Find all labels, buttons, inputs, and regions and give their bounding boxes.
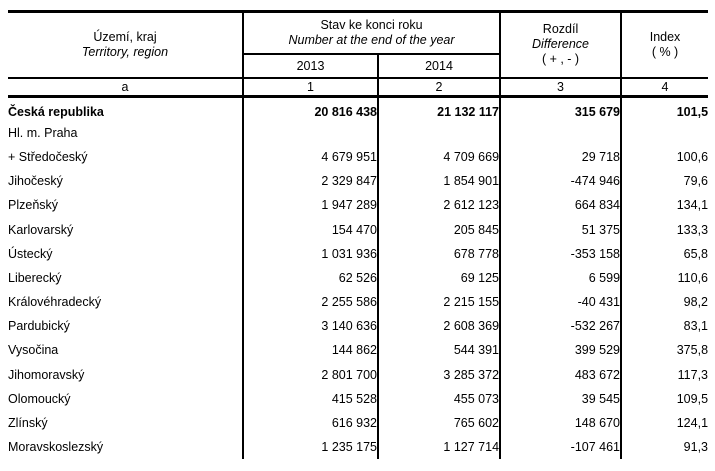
region-name: Olomoucký	[8, 391, 71, 406]
value-difference: 399 529	[500, 338, 621, 362]
value-difference: 483 672	[500, 363, 621, 387]
col-header-difference-sign: ( + , - )	[541, 52, 580, 67]
value-2013: 144 862	[243, 338, 378, 362]
value-2014: 205 845	[378, 217, 500, 241]
col-header-stock	[243, 12, 500, 54]
regions-statistics-table	[8, 10, 708, 459]
value-index: 375,8	[621, 338, 708, 362]
column-key-a: a	[8, 78, 243, 97]
value-index: 83,1	[621, 314, 708, 338]
table-row	[8, 290, 708, 314]
table-row	[8, 435, 708, 459]
region-name: Hl. m. Praha	[8, 125, 78, 140]
table-row	[8, 217, 708, 241]
value-2013: 2 255 586	[243, 290, 378, 314]
value-difference: 39 545	[500, 387, 621, 411]
header-row-main	[8, 12, 708, 54]
value-2013: 616 932	[243, 411, 378, 435]
value-2014: 2 608 369	[378, 314, 500, 338]
value-2013: 2 329 847	[243, 169, 378, 193]
header-row-column-keys	[8, 78, 708, 97]
region-name: Jihočeský	[8, 174, 63, 189]
table-row	[8, 121, 708, 145]
value-2013: 415 528	[243, 387, 378, 411]
value-difference: -40 431	[500, 290, 621, 314]
region-name: Ústecký	[8, 246, 53, 261]
value-difference: -532 267	[500, 314, 621, 338]
value-2013: 154 470	[243, 217, 378, 241]
region-name: Zlínský	[8, 416, 48, 431]
column-key-1: 1	[243, 78, 378, 97]
value-2014: 1 854 901	[378, 169, 500, 193]
value-2013: 2 801 700	[243, 363, 378, 387]
region-name: Karlovarský	[8, 222, 74, 237]
col-header-index	[621, 12, 708, 78]
value-index: 124,1	[621, 411, 708, 435]
value-index: 98,2	[621, 290, 708, 314]
value-difference: -474 946	[500, 169, 621, 193]
value-2013: 62 526	[243, 266, 378, 290]
table-row	[8, 338, 708, 362]
value-index: 134,1	[621, 193, 708, 217]
value-2014: 455 073	[378, 387, 500, 411]
value-2014: 765 602	[378, 411, 500, 435]
col-header-territory	[8, 12, 243, 78]
value-index: 79,6	[621, 169, 708, 193]
value-2014: 1 127 714	[378, 435, 500, 459]
value-difference: -353 158	[500, 242, 621, 266]
value-index: 91,3	[621, 435, 708, 459]
value-index: 109,5	[621, 387, 708, 411]
value-2014: 2 612 123	[378, 193, 500, 217]
value-difference: 29 718	[500, 145, 621, 169]
value-2014: 2 215 155	[378, 290, 500, 314]
value-2014: 678 778	[378, 242, 500, 266]
table-row	[8, 145, 708, 169]
value-2013: 1 031 936	[243, 242, 378, 266]
value-difference	[500, 121, 621, 145]
value-difference: 6 599	[500, 266, 621, 290]
value-index: 133,3	[621, 217, 708, 241]
region-name: Královéhradecký	[8, 295, 102, 310]
value-difference: 148 670	[500, 411, 621, 435]
value-2014: 4 709 669	[378, 145, 500, 169]
value-difference: -107 461	[500, 435, 621, 459]
col-header-stock-en: Number at the end of the year	[288, 32, 455, 47]
value-2013: 4 679 951	[243, 145, 378, 169]
table-row	[8, 169, 708, 193]
col-header-2014: 2014	[378, 54, 500, 78]
value-difference: 315 679	[500, 97, 621, 121]
table-row	[8, 266, 708, 290]
col-header-territory-cs: Území, kraj	[93, 29, 157, 44]
column-key-4: 4	[621, 78, 708, 97]
col-header-stock-cs: Stav ke konci roku	[320, 17, 423, 32]
value-2014: 3 285 372	[378, 363, 500, 387]
region-name: Vysočina	[8, 343, 59, 358]
value-2014: 69 125	[378, 266, 500, 290]
col-header-2013: 2013	[243, 54, 378, 78]
value-2013	[243, 121, 378, 145]
value-index: 100,6	[621, 145, 708, 169]
value-difference: 664 834	[500, 193, 621, 217]
value-index	[621, 121, 708, 145]
value-2013: 1 235 175	[243, 435, 378, 459]
value-difference: 51 375	[500, 217, 621, 241]
region-name: + Středočeský	[8, 149, 88, 164]
col-header-index-label: Index	[649, 29, 681, 44]
table-row	[8, 193, 708, 217]
table-row-total	[8, 97, 708, 121]
value-2013: 3 140 636	[243, 314, 378, 338]
region-name: Moravskoslezský	[8, 440, 104, 455]
column-key-3: 3	[500, 78, 621, 97]
region-name: Pardubický	[8, 319, 70, 334]
value-index: 110,6	[621, 266, 708, 290]
col-header-difference-en: Difference	[532, 37, 589, 52]
value-2013: 1 947 289	[243, 193, 378, 217]
table-row	[8, 314, 708, 338]
col-header-difference	[500, 12, 621, 78]
column-key-2: 2	[378, 78, 500, 97]
value-2013: 20 816 438	[243, 97, 378, 121]
value-index: 65,8	[621, 242, 708, 266]
value-2014: 544 391	[378, 338, 500, 362]
value-2014	[378, 121, 500, 145]
region-name: Česká republika	[8, 104, 104, 119]
col-header-territory-en: Territory, region	[81, 44, 169, 59]
value-index: 117,3	[621, 363, 708, 387]
table-row	[8, 411, 708, 435]
region-name: Jihomoravský	[8, 367, 85, 382]
region-name: Liberecký	[8, 270, 62, 285]
value-2014: 21 132 117	[378, 97, 500, 121]
table-row	[8, 363, 708, 387]
col-header-index-unit: ( % )	[651, 44, 679, 59]
table-row	[8, 242, 708, 266]
col-header-difference-cs: Rozdíl	[542, 22, 579, 37]
value-index: 101,5	[621, 97, 708, 121]
region-name: Plzeňský	[8, 198, 59, 213]
table-row	[8, 387, 708, 411]
